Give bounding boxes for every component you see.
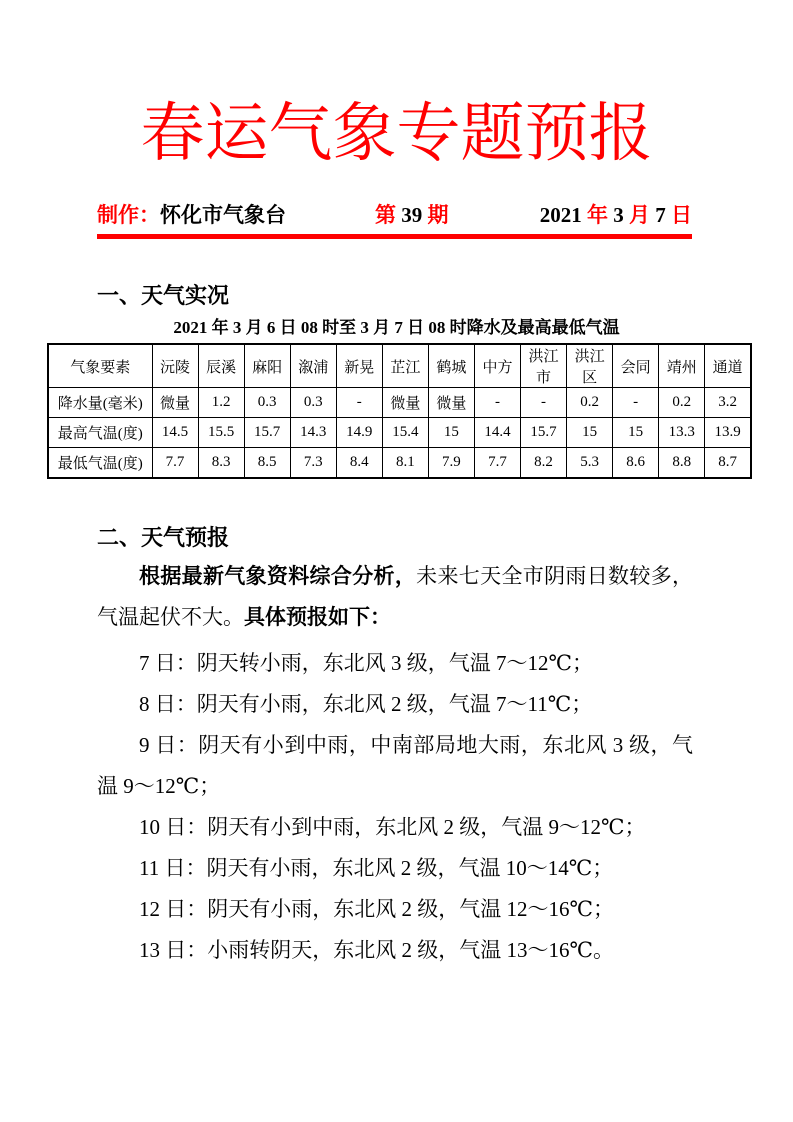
- issue-value: 39: [401, 203, 423, 227]
- table-cell: 15: [428, 418, 474, 448]
- table-cell: 15.4: [382, 418, 428, 448]
- masthead-divider: [97, 234, 692, 239]
- section1-heading: 一、天气实况: [97, 283, 230, 308]
- table-header-cell: 辰溪: [198, 344, 244, 388]
- table-row: [48, 388, 751, 418]
- table-header-cell: 麻阳: [244, 344, 290, 388]
- table-cell: -: [336, 388, 382, 418]
- table-cell: 8.3: [198, 448, 244, 478]
- producer-value: 怀化市气象台: [160, 203, 286, 227]
- table-header-row: [48, 344, 751, 388]
- table-cell: 0.2: [659, 388, 705, 418]
- intro-tail-bold: 具体预报如下：: [244, 604, 391, 629]
- table-cell: 14.3: [290, 418, 336, 448]
- forecast-day-line: 11 日：阴天有小雨，东北风 2 级，气温 10～14℃；: [139, 855, 614, 880]
- issue-prefix: 第: [375, 203, 402, 227]
- table-cell: 0.3: [290, 388, 336, 418]
- table-cell: 15.7: [521, 418, 567, 448]
- table-header-cell: 洪江区: [567, 344, 613, 388]
- issue-suffix: 期: [422, 203, 449, 227]
- producer: [97, 200, 286, 230]
- table-cell: 微量: [382, 388, 428, 418]
- table-cell: 13.3: [659, 418, 705, 448]
- table-header-cell: 洪江市: [521, 344, 567, 388]
- forecast-day-line: 8 日：阴天有小雨，东北风 2 级，气温 7～11℃；: [139, 691, 593, 716]
- table-cell: 8.5: [244, 448, 290, 478]
- table-cell: -: [613, 388, 659, 418]
- weather-table-title: 2021 年 3 月 6 日 08 时至 3 月 7 日 08 时降水及最高最低气温: [173, 318, 620, 337]
- intro-lead-bold: 根据最新气象资料综合分析，: [139, 563, 417, 588]
- forecast-day-line: 13 日：小雨转阴天，东北风 2 级，气温 13～16℃。: [139, 937, 614, 962]
- table-cell: 7.9: [428, 448, 474, 478]
- table-header-cell: 中方: [474, 344, 520, 388]
- issue-number: [375, 200, 449, 230]
- table-cell: 14.5: [152, 418, 198, 448]
- table-cell: 最低气温(度): [48, 448, 152, 478]
- table-cell: -: [521, 388, 567, 418]
- table-cell: 15: [567, 418, 613, 448]
- table-cell: 13.9: [705, 418, 751, 448]
- table-header-cell: 沅陵: [152, 344, 198, 388]
- table-header-cell: 新晃: [336, 344, 382, 388]
- table-cell: 1.2: [198, 388, 244, 418]
- table-cell: 15.7: [244, 418, 290, 448]
- table-cell: 3.2: [705, 388, 751, 418]
- date-month-unit: 月: [623, 203, 656, 227]
- forecast-day-line: 9 日：阴天有小到中雨，中南部局地大雨，东北风 3 级，气温 9～12℃；: [97, 732, 693, 798]
- table-header-cell: 芷江: [382, 344, 428, 388]
- table-cell: 微量: [428, 388, 474, 418]
- date-year: 2021: [539, 203, 582, 227]
- producer-label: 制作：: [97, 203, 160, 227]
- table-row: [48, 448, 751, 478]
- date-day-unit: 日: [665, 203, 692, 227]
- table-cell: -: [474, 388, 520, 418]
- table-cell: 7.7: [152, 448, 198, 478]
- table-cell: 14.4: [474, 418, 520, 448]
- table-cell: 8.7: [705, 448, 751, 478]
- table-cell: 降水量(毫米): [48, 388, 152, 418]
- forecast-day-line: 10 日：阴天有小到中雨，东北风 2 级，气温 9～12℃；: [139, 814, 646, 839]
- table-header-cell: 溆浦: [290, 344, 336, 388]
- table-cell: 7.3: [290, 448, 336, 478]
- table-cell: 5.3: [567, 448, 613, 478]
- section2-heading: 二、天气预报: [97, 524, 230, 550]
- table-cell: 8.4: [336, 448, 382, 478]
- table-header-cell: 气象要素: [48, 344, 152, 388]
- table-row: [48, 418, 751, 448]
- table-header-cell: 会同: [613, 344, 659, 388]
- table-header-cell: 靖州: [659, 344, 705, 388]
- table-cell: 8.6: [613, 448, 659, 478]
- forecast-intro: [97, 556, 693, 638]
- table-cell: 15: [613, 418, 659, 448]
- table-cell: 7.7: [474, 448, 520, 478]
- masthead-line: [97, 200, 692, 230]
- forecast-days: [0, 643, 793, 971]
- date-day: 7: [655, 203, 666, 227]
- date-month: 3: [613, 203, 624, 227]
- document-title: 春运气象专题预报: [140, 98, 653, 169]
- issue-date: [540, 200, 692, 230]
- forecast-day-line: 12 日：阴天有小雨，东北风 2 级，气温 12～16℃；: [139, 896, 614, 921]
- table-cell: 0.3: [244, 388, 290, 418]
- table-header-cell: 鹤城: [428, 344, 474, 388]
- table-cell: 0.2: [567, 388, 613, 418]
- weather-table: [47, 343, 752, 479]
- table-cell: 最高气温(度): [48, 418, 152, 448]
- table-cell: 14.9: [336, 418, 382, 448]
- intro-regular: 未来七天全市阴雨日数较多，气温起伏不大。: [97, 563, 694, 629]
- date-year-unit: 年: [581, 203, 614, 227]
- table-header-cell: 通道: [705, 344, 751, 388]
- table-cell: 8.2: [521, 448, 567, 478]
- forecast-day-line: 7 日：阴天转小雨，东北风 3 级，气温 7～12℃；: [139, 650, 593, 675]
- table-cell: 8.8: [659, 448, 705, 478]
- table-cell: 微量: [152, 388, 198, 418]
- table-cell: 15.5: [198, 418, 244, 448]
- table-cell: 8.1: [382, 448, 428, 478]
